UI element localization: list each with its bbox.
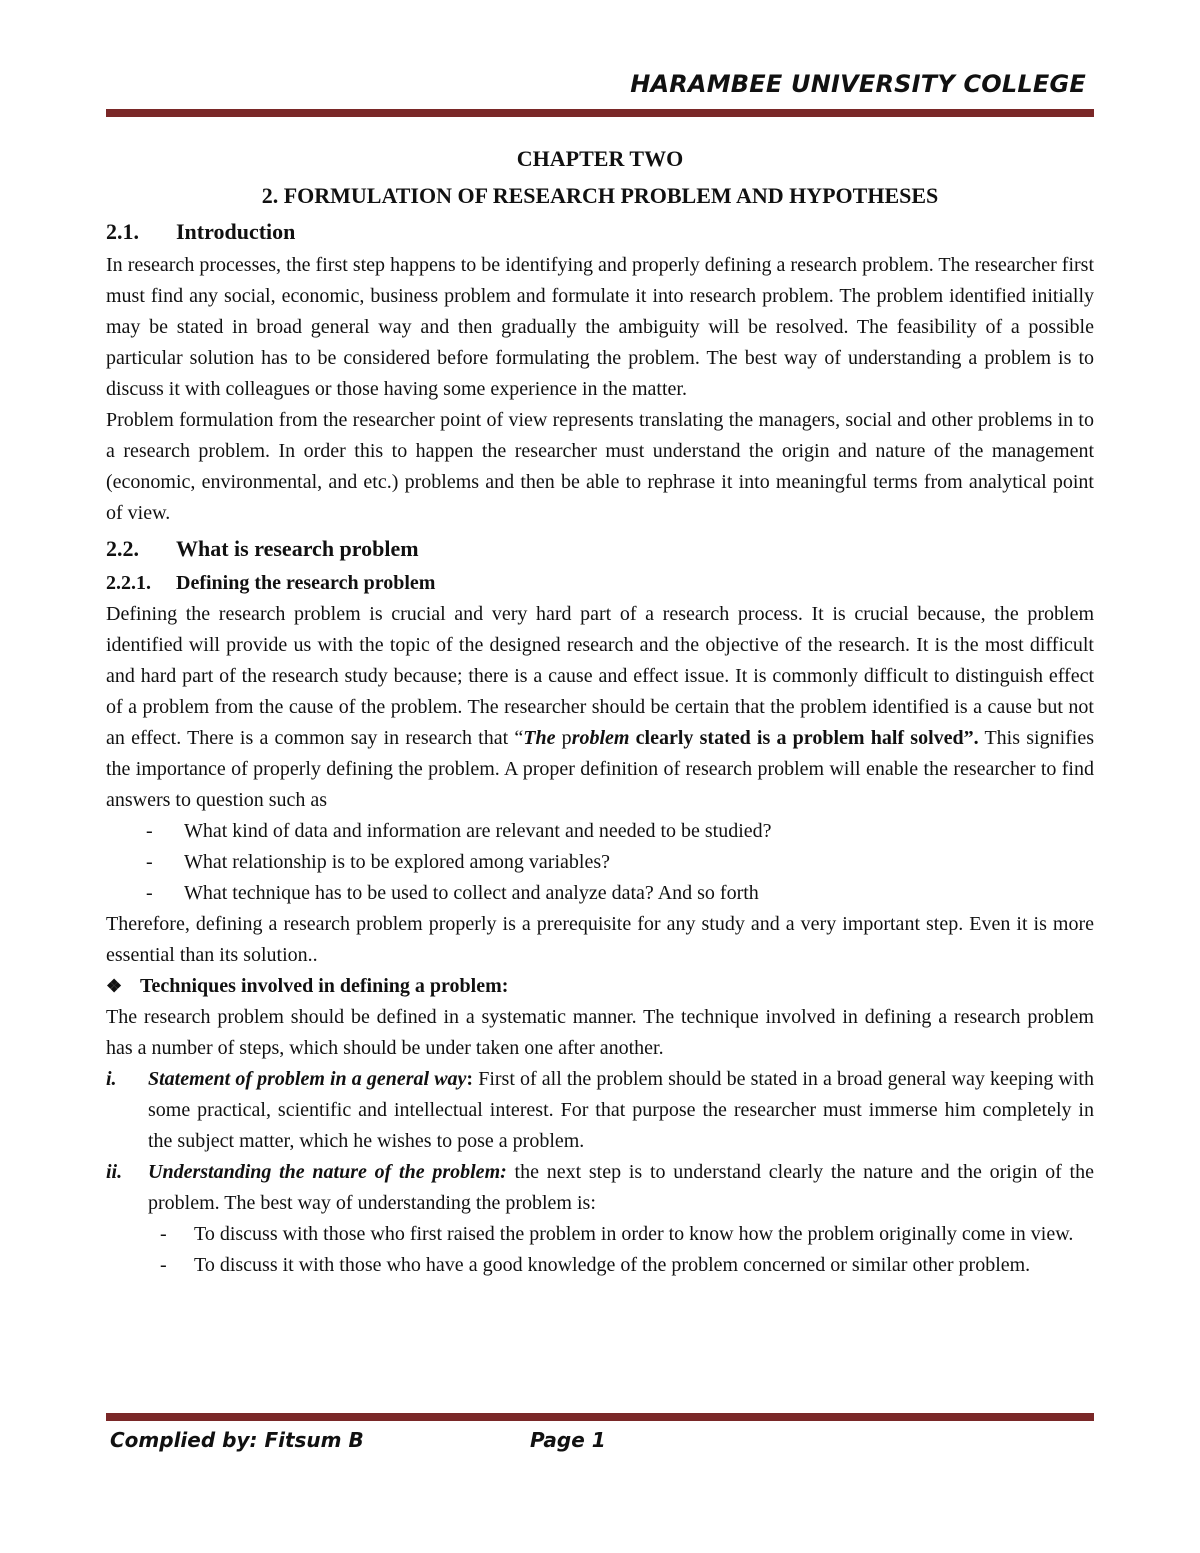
- step-marker: i.: [106, 1068, 117, 1090]
- paragraph: Problem formulation from the researcher point of view represents translating the managers, social and other problems in to a research problem. In order this to happen the researcher must understand the origin and nature of the management (economic, environmental, and etc.) problems and then be able to rephrase it into meaningful terms from analytical point of view.: [106, 409, 1094, 524]
- document-body: [106, 139, 1094, 1281]
- quote-emphasis: The: [523, 727, 556, 749]
- step-lead: Statement of problem in a general way: [148, 1068, 467, 1090]
- subsection-number: 2.2.1.: [106, 572, 151, 594]
- step-marker: ii.: [106, 1161, 123, 1183]
- quote-text: p: [555, 727, 572, 749]
- quote-bold: clearly stated is a problem half solved”.: [629, 727, 979, 749]
- techniques-heading: [106, 971, 1094, 1002]
- footer-rule: [106, 1413, 1094, 1421]
- paragraph-text: Defining the research problem is crucial and very hard part of a research process. It is crucial because, the problem identified will provide us with the topic of the designed research and the objective of the research. It is the most difficult and hard part of the research study because; there is a cause and effect issue. It is commonly difficult to distinguish effect of a problem from the cause of the problem. The researcher should be certain that the problem identified is a cause but not an effect. There is a common say in research that “: [106, 603, 1094, 749]
- paragraph: [106, 599, 1094, 816]
- list-item: [106, 878, 1094, 909]
- section-title: Introduction: [176, 219, 296, 244]
- diamond-bullet-icon: ❖: [106, 976, 123, 996]
- subsection-title: Defining the research problem: [176, 572, 436, 594]
- techniques-heading-text: Techniques involved in defining a problem:: [140, 975, 509, 997]
- list-item-text: To discuss with those who first raised the problem in order to know how the problem originally come in view.: [194, 1223, 1074, 1245]
- list-item: [106, 1219, 1094, 1250]
- dash-marker: -: [146, 851, 153, 873]
- list-item-text: To discuss it with those who have a good knowledge of the problem concerned or similar other problem.: [194, 1254, 1031, 1276]
- section-title: What is research problem: [176, 536, 419, 561]
- question-list: [106, 816, 1094, 909]
- footer-author: Complied by: Fitsum B: [110, 1428, 364, 1452]
- list-item-text: What kind of data and information are relevant and needed to be studied?: [184, 820, 772, 842]
- step-item: [106, 1157, 1094, 1219]
- dash-marker: -: [160, 1254, 167, 1276]
- section-number: 2.2.: [106, 536, 139, 561]
- chapter-label: CHAPTER TWO: [516, 146, 684, 171]
- quote-emphasis: roblem: [571, 727, 630, 749]
- list-item: [106, 1250, 1094, 1281]
- dash-marker: -: [146, 820, 153, 842]
- list-item: [106, 847, 1094, 878]
- page-header-title: HARAMBEE UNIVERSITY COLLEGE: [630, 70, 1086, 98]
- section-heading-2-2: [106, 531, 1094, 567]
- chapter-title: 2. FORMULATION OF RESEARCH PROBLEM AND HYPOTHESES: [261, 183, 939, 208]
- section-number: 2.1.: [106, 219, 139, 244]
- dash-marker: -: [160, 1223, 167, 1245]
- step-item: [106, 1064, 1094, 1157]
- sub-list: [106, 1219, 1094, 1281]
- paragraph: The research problem should be defined in a systematic manner. The technique involved in defining a research problem has a number of steps, which should be under taken one after another.: [106, 1006, 1094, 1059]
- footer-page-number: Page 1: [530, 1428, 606, 1452]
- section-heading-2-1: [106, 214, 1094, 250]
- paragraph: In research processes, the first step happens to be identifying and properly defining a research problem. The researcher first must find any social, economic, business problem and formulate it into research problem. The problem identified initially may be stated in broad general way and then gradually the ambiguity will be resolved. The feasibility of a possible particular solution has to be considered before formulating the problem. The best way of understanding a problem is to discuss it with colleagues or those having some experience in the matter.: [106, 254, 1094, 400]
- list-item-text: What technique has to be used to collect and analyze data? And so forth: [184, 882, 759, 904]
- step-colon: :: [466, 1068, 474, 1090]
- step-text: First of all the problem should be stated in a broad general way keeping with some practical, scientific and intellectual interest. For that purpose the researcher must immerse him completely in the subject matter, which he wishes to pose a problem.: [148, 1068, 1094, 1152]
- step-text: the next step is to understand clearly the nature and the origin of the problem. The best way of understanding the problem is:: [148, 1161, 1094, 1214]
- step-lead: Understanding the nature of the problem:: [148, 1161, 507, 1183]
- list-item-text: What relationship is to be explored among variables?: [184, 851, 610, 873]
- list-item: [106, 816, 1094, 847]
- header-rule: [106, 109, 1094, 117]
- dash-marker: -: [146, 882, 153, 904]
- subsection-heading-2-2-1: [106, 567, 1094, 599]
- page-footer: [110, 1428, 606, 1452]
- paragraph-text: This signifies the importance of properly defining the problem. A proper definition of research problem will enable the researcher to find answers to question such as: [106, 727, 1095, 811]
- paragraph: Therefore, defining a research problem properly is a prerequisite for any study and a very important step. Even it is more essential than its solution..: [106, 913, 1094, 966]
